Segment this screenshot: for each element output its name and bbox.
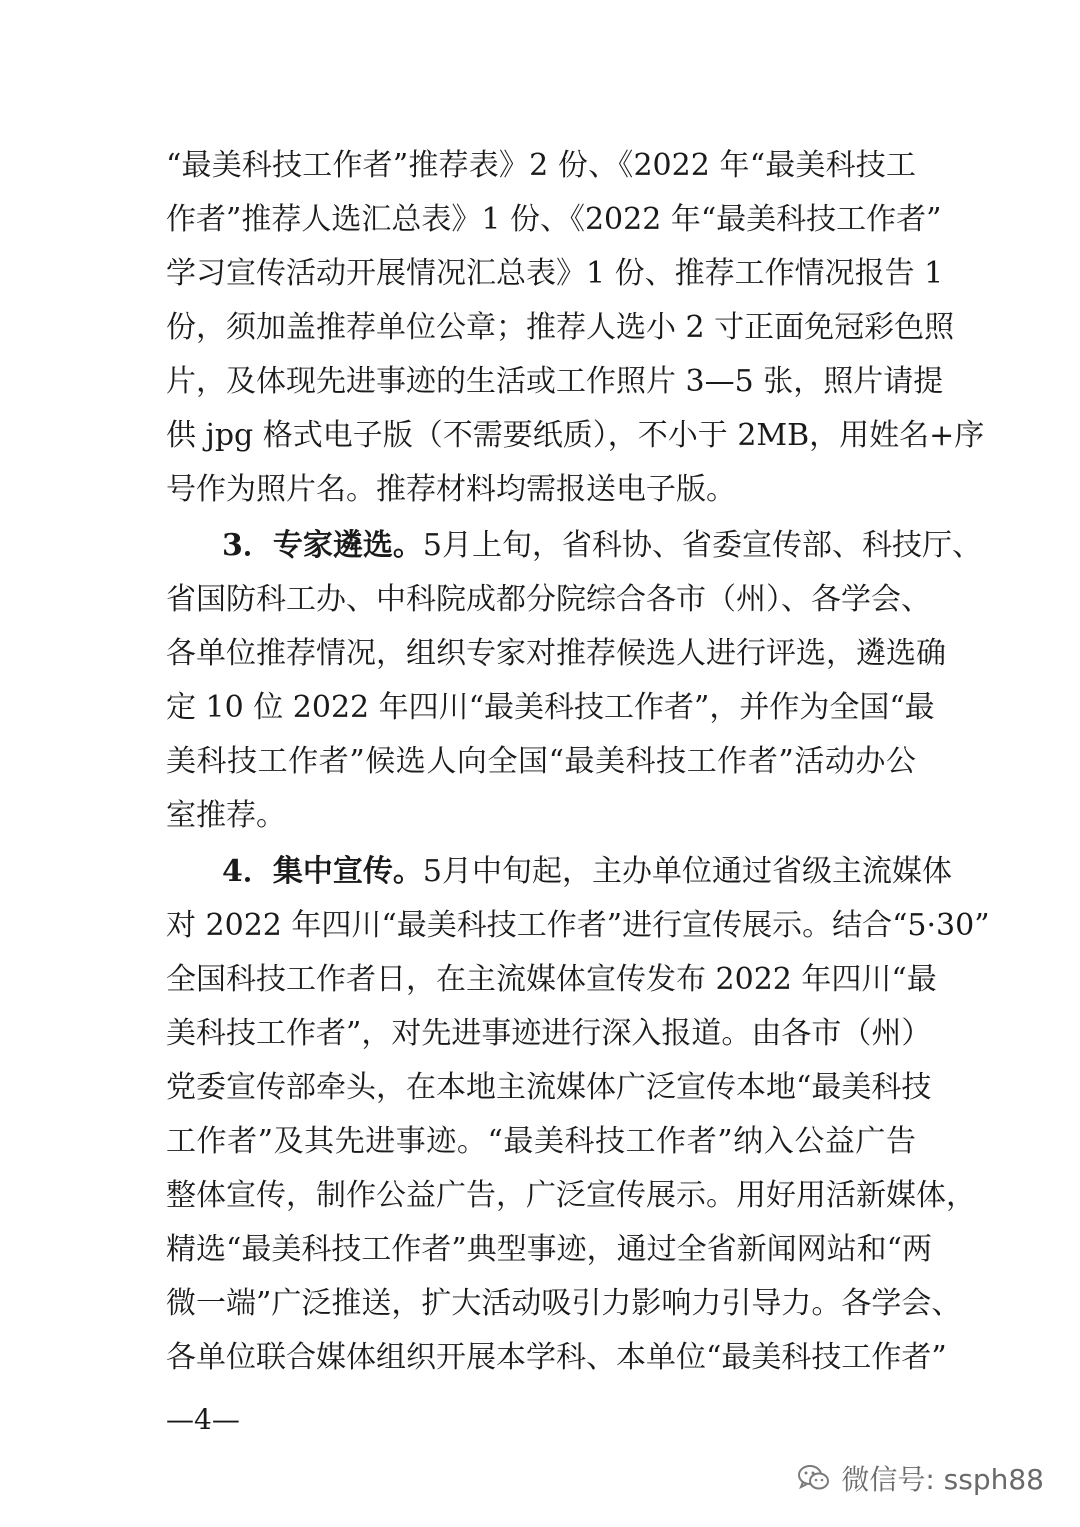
text-line: 作者”推荐人选汇总表》1 份、《2022 年“最美科技工作者” xyxy=(166,202,942,237)
text-line: 精选“最美科技工作者”典型事迹，通过全省新闻网站和“两 xyxy=(166,1232,933,1267)
text-line: 全国科技工作者日，在主流媒体宣传发布 2022 年四川“最 xyxy=(166,962,937,997)
wechat-icon xyxy=(797,1463,831,1493)
text-line: 美科技工作者”候选人向全国“最美科技工作者”活动办公 xyxy=(166,744,916,779)
page-number: —4— xyxy=(166,1403,240,1436)
section-3-first-line xyxy=(222,522,982,570)
section-3-text: 5月上旬，省科协、省委宣传部、科技厅、 xyxy=(422,528,982,563)
text-line: 定 10 位 2022 年四川“最美科技工作者”，并作为全国“最 xyxy=(166,690,935,725)
wechat-watermark xyxy=(797,1458,1044,1498)
text-line: 供 jpg 格式电子版（不需要纸质），不小于 2MB，用姓名+序 xyxy=(166,418,985,453)
text-line: 省国防科工办、中科院成都分院综合各市（州）、各学会、 xyxy=(166,582,931,617)
text-line: 室推荐。 xyxy=(166,798,286,833)
text-line: 微一端”广泛推送，扩大活动吸引力影响力引导力。各学会、 xyxy=(166,1286,962,1321)
text-line: “最美科技工作者”推荐表》2 份、《2022 年“最美科技工 xyxy=(166,148,916,183)
watermark-text: 微信号: ssph88 xyxy=(841,1463,1044,1496)
text-line: 份，须加盖推荐单位公章；推荐人选小 2 寸正面免冠彩色照 xyxy=(166,310,955,345)
text-line: 对 2022 年四川“最美科技工作者”进行宣传展示。结合“5·30” xyxy=(166,908,990,943)
text-line: 各单位推荐情况，组织专家对推荐候选人进行评选，遴选确 xyxy=(166,636,946,671)
section-4-first-line xyxy=(222,848,952,896)
section-3-heading: 3．专家遴选。 xyxy=(222,528,423,563)
text-line: 美科技工作者”，对先进事迹进行深入报道。由各市（州） xyxy=(166,1016,932,1051)
text-line: 学习宣传活动开展情况汇总表》1 份、推荐工作情况报告 1 xyxy=(166,256,944,291)
section-4-heading: 4．集中宣传。 xyxy=(222,854,423,889)
text-line: 工作者”及其先进事迹。“最美科技工作者”纳入公益广告 xyxy=(166,1124,916,1159)
section-4-text: 5月中旬起，主办单位通过省级主流媒体 xyxy=(422,854,952,889)
text-line: 各单位联合媒体组织开展本学科、本单位“最美科技工作者” xyxy=(166,1340,947,1375)
text-line: 整体宣传，制作公益广告，广泛宣传展示。用好用活新媒体， xyxy=(166,1178,976,1213)
text-line: 党委宣传部牵头，在本地主流媒体广泛宣传本地“最美科技 xyxy=(166,1070,932,1105)
text-line: 片，及体现先进事迹的生活或工作照片 3—5 张，照片请提 xyxy=(166,364,944,399)
text-line: 号作为照片名。推荐材料均需报送电子版。 xyxy=(166,472,736,507)
